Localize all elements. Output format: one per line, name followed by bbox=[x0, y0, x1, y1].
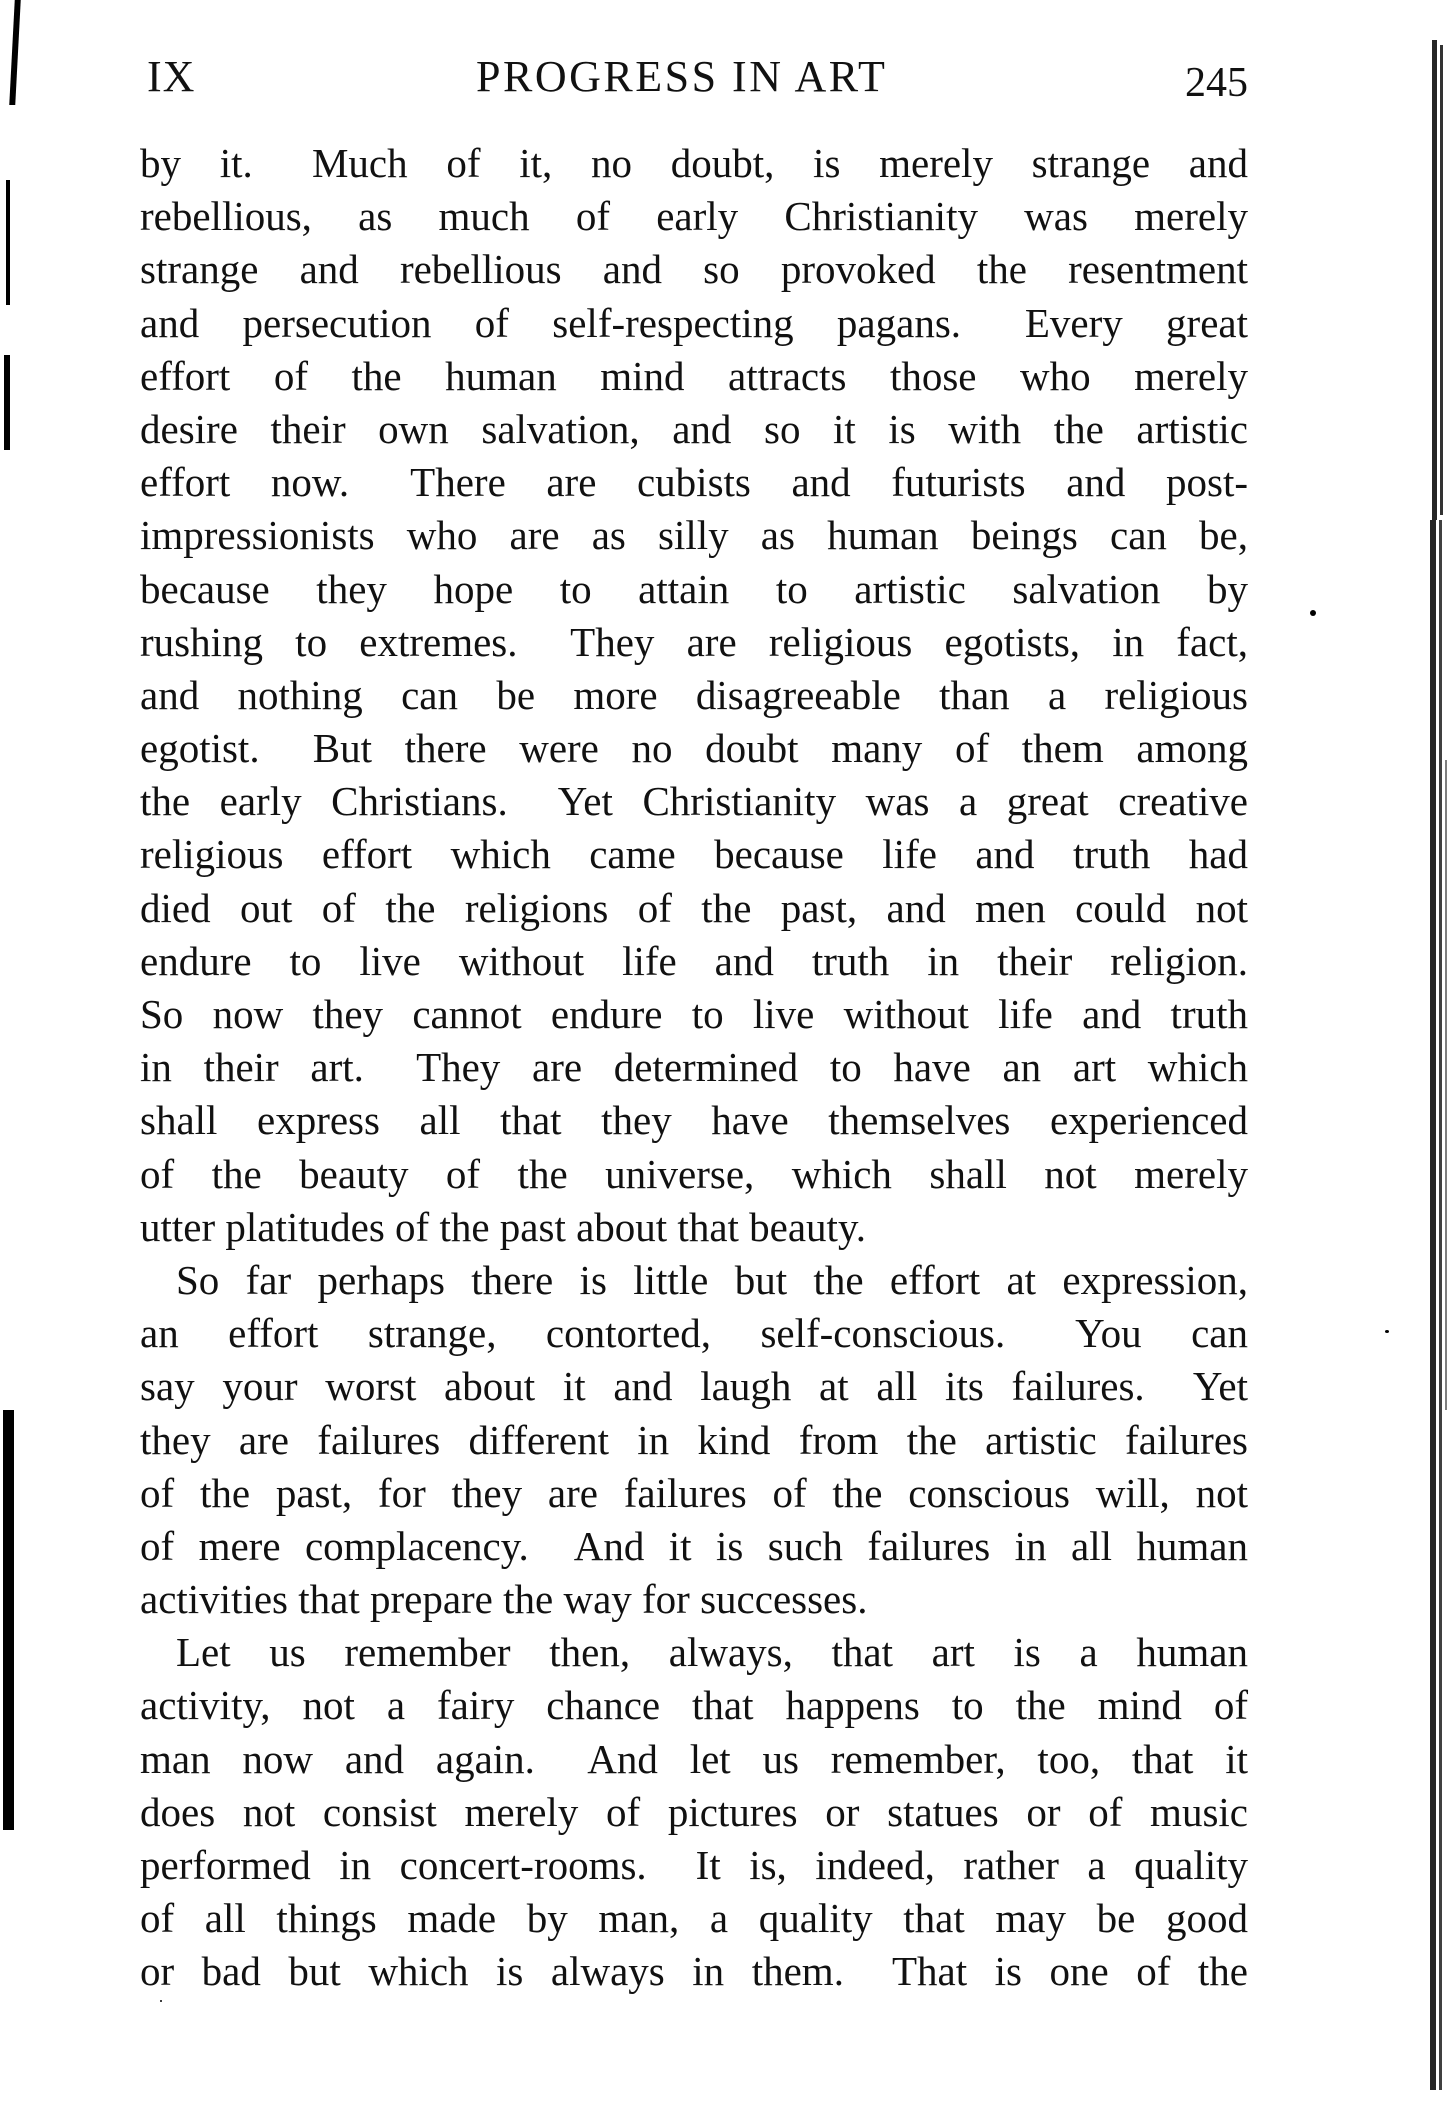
paragraph bbox=[140, 1254, 1248, 1626]
running-title: PROGRESS IN ART bbox=[476, 52, 888, 101]
scan-page-edges bbox=[1440, 45, 1443, 515]
scan-speck bbox=[1385, 1330, 1389, 1333]
text-line: rebellious, as much of early Christianity was merely bbox=[140, 193, 1248, 240]
text-line: shall express all that they have themselves experienced bbox=[140, 1097, 1248, 1144]
text-line: by it. Much of it, no doubt, is merely strange and bbox=[140, 140, 1248, 186]
text-line: the early Christians. Yet Christianity was a great creative bbox=[140, 778, 1248, 825]
chapter-number: IX bbox=[147, 52, 196, 101]
text-line: performed in concert-rooms. It is, indeed, rather a quality bbox=[140, 1842, 1248, 1888]
scan-edge-shadow bbox=[3, 1410, 14, 1830]
text-line: of all things made by man, a quality that may be good bbox=[140, 1895, 1248, 1942]
text-line: they are failures different in kind from the artistic failures bbox=[140, 1416, 1248, 1463]
text-line: religious effort which came because life and truth had bbox=[140, 831, 1248, 878]
text-line: and nothing can be more disagreeable than a religious bbox=[140, 671, 1248, 718]
paragraph bbox=[140, 1626, 1248, 1998]
text-line: of mere complacency. And it is such failures in all human bbox=[140, 1522, 1248, 1569]
text-line: say your worst about it and laugh at all its failures. Yet bbox=[140, 1363, 1248, 1410]
text-line: rushing to extremes. They are religious egotists, in fact, bbox=[140, 618, 1248, 665]
text-line: activities that prepare the way for successes. bbox=[140, 1576, 868, 1623]
text-line: activity, not a fairy chance that happens to the mind of bbox=[140, 1682, 1248, 1729]
scan-edge-shadow bbox=[9, 0, 21, 105]
page-number: 245 bbox=[1185, 60, 1248, 106]
text-line: man now and again. And let us remember, too, that it bbox=[140, 1735, 1248, 1782]
text-line: So now they cannot endure to live without life and truth bbox=[140, 991, 1248, 1037]
text-line: desire their own salvation, and so it is with the artistic bbox=[140, 405, 1248, 452]
text-line: endure to live without life and truth in their religion. bbox=[140, 937, 1248, 984]
text-line: So far perhaps there is little but the effort at expression, bbox=[176, 1256, 1248, 1303]
text-line: Let us remember then, always, that art is a human bbox=[176, 1629, 1248, 1676]
text-line: egotist. But there were no doubt many of them among bbox=[140, 725, 1248, 772]
scan-edge-shadow bbox=[6, 180, 10, 305]
scan-page-edges bbox=[1430, 520, 1436, 2090]
paragraph bbox=[140, 137, 1248, 1254]
text-line: in their art. They are determined to have an art which bbox=[140, 1044, 1248, 1091]
text-line: does not consist merely of pictures or statues or of music bbox=[140, 1788, 1248, 1835]
text-line: because they hope to attain to artistic salvation by bbox=[140, 565, 1248, 612]
text-line: or bad but which is always in them. That is one of the bbox=[140, 1948, 1248, 1995]
text-line: and persecution of self-respecting pagans. Every great bbox=[140, 299, 1248, 346]
scan-speck bbox=[160, 2000, 162, 2002]
scan-edge-shadow bbox=[4, 355, 10, 450]
running-head bbox=[145, 52, 1250, 106]
text-line: effort now. There are cubists and futurists and post- bbox=[140, 459, 1248, 506]
scan-page-edges bbox=[1445, 760, 1447, 1410]
scan-page-edges bbox=[1439, 520, 1442, 2090]
text-line: of the past, for they are failures of the conscious will, not bbox=[140, 1469, 1248, 1516]
text-line: impressionists who are as silly as human beings can be, bbox=[140, 512, 1248, 559]
scan-page-edges bbox=[1432, 40, 1437, 520]
scan-speck bbox=[1310, 610, 1316, 616]
text-line: of the beauty of the universe, which shall not merely bbox=[140, 1150, 1248, 1197]
text-line: utter platitudes of the past about that beauty. bbox=[140, 1203, 867, 1250]
text-line: effort of the human mind attracts those who merely bbox=[140, 352, 1248, 399]
text-line: died out of the religions of the past, and men could not bbox=[140, 884, 1248, 931]
text-line: an effort strange, contorted, self-conscious. You can bbox=[140, 1310, 1248, 1357]
body-text bbox=[140, 137, 1248, 1999]
text-line: strange and rebellious and so provoked the resentment bbox=[140, 246, 1248, 293]
